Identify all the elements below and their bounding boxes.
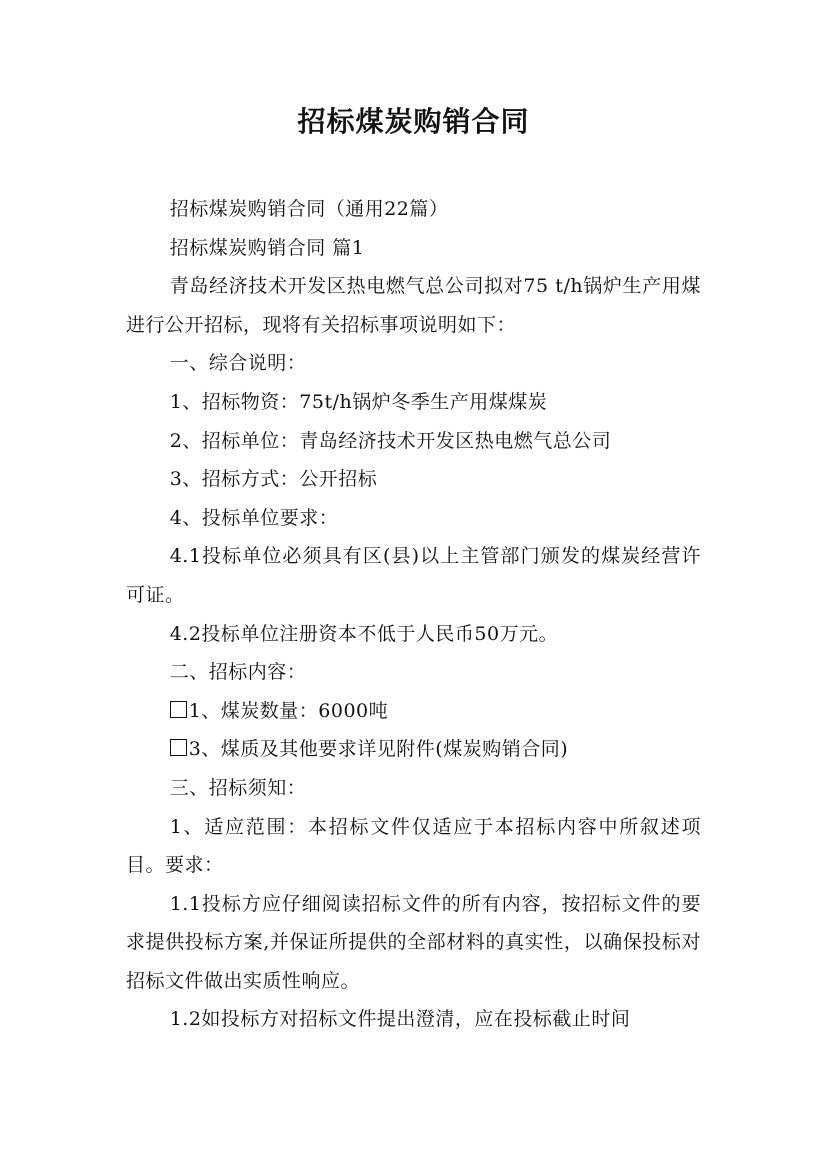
paragraph-notice-heading: 三、招标须知： — [169, 776, 307, 799]
document-body — [126, 190, 701, 1039]
paragraph-req-capital: 4.2投标单位注册资本不低于人民币50万元。 — [169, 622, 559, 645]
checkbox-square-icon — [170, 701, 187, 718]
checkbox-square-icon — [170, 739, 187, 756]
paragraph-item-requirements: 4、投标单位要求： — [169, 506, 339, 529]
coal-quantity-text: 1、煤炭数量：6000吨 — [188, 699, 389, 722]
document-title: 招标煤炭购销合同 — [297, 105, 530, 138]
paragraph-content-heading: 二、招标内容： — [169, 661, 307, 684]
paragraph-req-license: 4.1投标单位必须具有区(县)以上主管部门颁发的煤炭经营许可证。 — [126, 545, 701, 606]
coal-quality-text: 3、煤质及其他要求详见附件(煤炭购销合同) — [188, 738, 569, 761]
paragraph-clarification: 1.2如投标方对招标文件提出澄清，应在投标截止时间 — [169, 1008, 631, 1031]
paragraph-section-heading: 招标煤炭购销合同 篇1 — [169, 236, 365, 259]
paragraph-coal-quantity — [126, 692, 701, 731]
paragraph-item-unit: 2、招标单位：青岛经济技术开发区热电燃气总公司 — [169, 429, 612, 452]
paragraph-item-method: 3、招标方式：公开招标 — [169, 468, 378, 491]
paragraph-subtitle: 招标煤炭购销合同（通用22篇） — [169, 198, 449, 220]
paragraph-general-heading: 一、综合说明： — [169, 352, 307, 375]
paragraph-scope: 1、适应范围：本招标文件仅适应于本招标内容中所叙述项目。要求： — [126, 815, 701, 877]
paragraph-intro: 青岛经济技术开发区热电燃气总公司拟对75 t/h锅炉生产用煤进行公开招标，现将有关招标事项说明如下： — [126, 275, 701, 336]
paragraph-item-materials: 1、招标物资：75t/h锅炉冬季生产用煤煤炭 — [169, 390, 548, 413]
paragraph-coal-quality — [126, 730, 701, 769]
paragraph-read-docs: 1.1投标方应仔细阅读招标文件的所有内容，按招标文件的要求提供投标方案,并保证所提供的全部材料的真实性，以确保投标对招标文件做出实质性响应。 — [126, 892, 701, 992]
